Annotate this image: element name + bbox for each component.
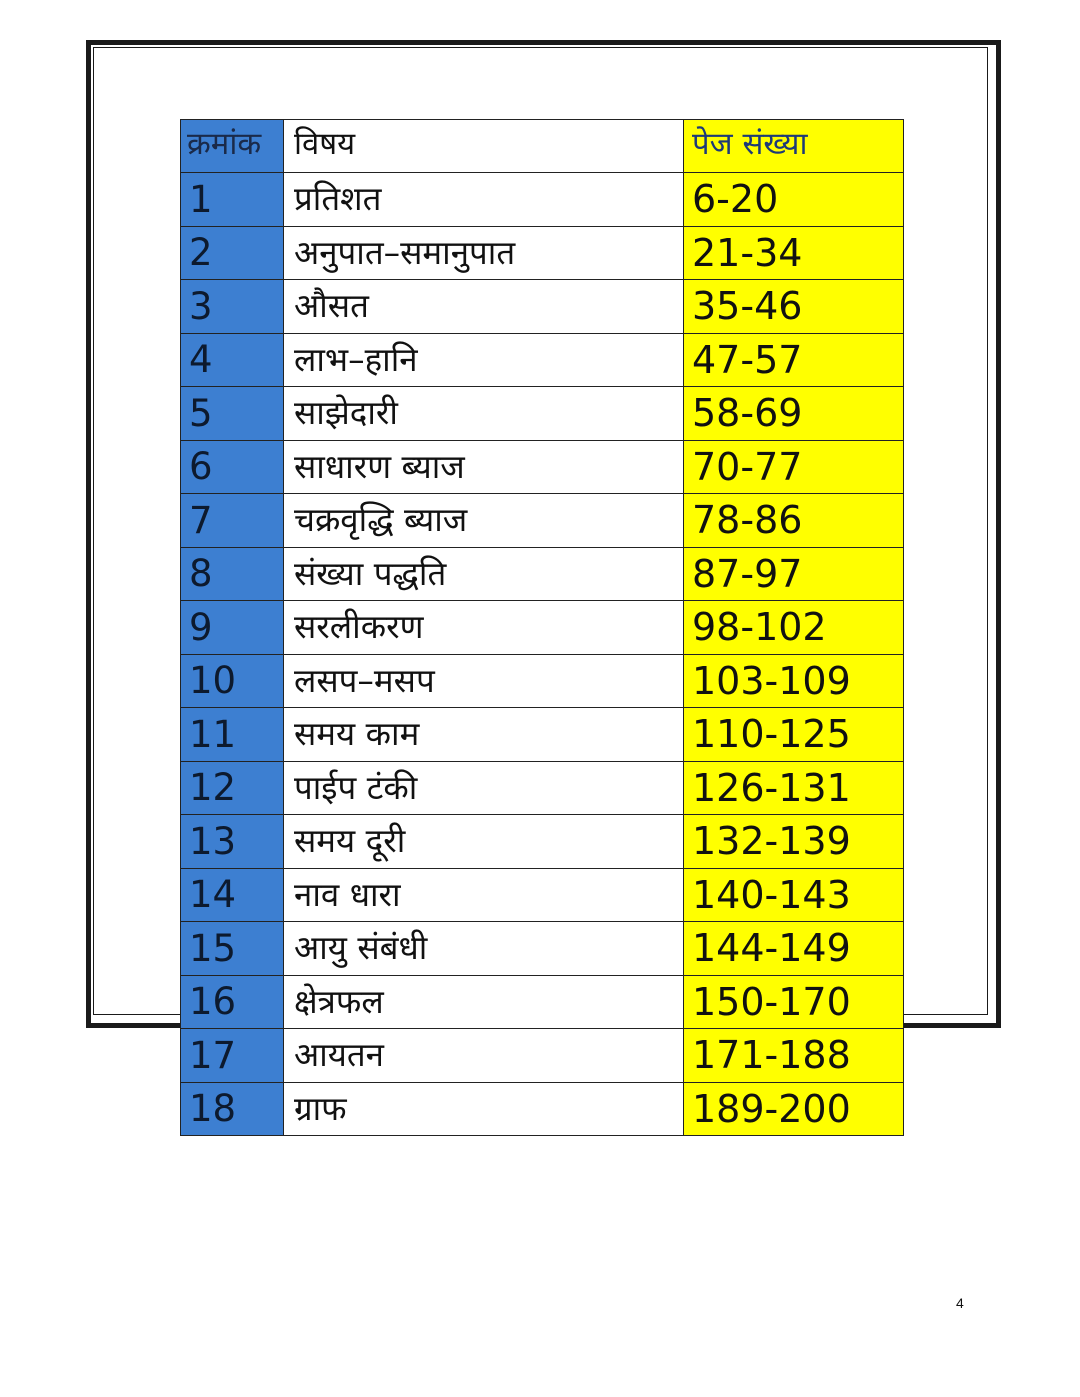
row-topic: समय काम bbox=[284, 708, 684, 762]
row-topic: चक्रवृद्धि ब्याज bbox=[284, 494, 684, 548]
row-pages: 150-170 bbox=[684, 975, 904, 1029]
table-header-row bbox=[181, 120, 904, 173]
row-number: 6 bbox=[181, 440, 284, 494]
row-pages: 132-139 bbox=[684, 815, 904, 869]
row-pages: 140-143 bbox=[684, 868, 904, 922]
row-topic: लसप–मसप bbox=[284, 654, 684, 708]
table-row bbox=[181, 815, 904, 869]
row-pages: 98-102 bbox=[684, 601, 904, 655]
row-number: 9 bbox=[181, 601, 284, 655]
row-topic: समय दूरी bbox=[284, 815, 684, 869]
row-pages: 103-109 bbox=[684, 654, 904, 708]
table-of-contents bbox=[180, 119, 904, 1136]
row-pages: 35-46 bbox=[684, 280, 904, 334]
row-number: 2 bbox=[181, 226, 284, 280]
table-row bbox=[181, 868, 904, 922]
row-pages: 171-188 bbox=[684, 1029, 904, 1083]
row-pages: 126-131 bbox=[684, 761, 904, 815]
row-number: 5 bbox=[181, 387, 284, 441]
row-pages: 47-57 bbox=[684, 333, 904, 387]
row-topic: क्षेत्रफल bbox=[284, 975, 684, 1029]
header-number: क्रमांक bbox=[181, 120, 284, 173]
row-pages: 110-125 bbox=[684, 708, 904, 762]
row-topic: लाभ–हानि bbox=[284, 333, 684, 387]
table-row bbox=[181, 387, 904, 441]
row-number: 3 bbox=[181, 280, 284, 334]
row-number: 14 bbox=[181, 868, 284, 922]
row-pages: 21-34 bbox=[684, 226, 904, 280]
row-topic: साधारण ब्याज bbox=[284, 440, 684, 494]
row-number: 8 bbox=[181, 547, 284, 601]
table-row bbox=[181, 922, 904, 976]
row-pages: 144-149 bbox=[684, 922, 904, 976]
row-pages: 6-20 bbox=[684, 173, 904, 227]
row-topic: सरलीकरण bbox=[284, 601, 684, 655]
table-row bbox=[181, 601, 904, 655]
row-pages: 58-69 bbox=[684, 387, 904, 441]
row-pages: 78-86 bbox=[684, 494, 904, 548]
row-topic: नाव धारा bbox=[284, 868, 684, 922]
table-row bbox=[181, 975, 904, 1029]
table-row bbox=[181, 226, 904, 280]
row-topic: प्रतिशत bbox=[284, 173, 684, 227]
table-row bbox=[181, 494, 904, 548]
row-number: 15 bbox=[181, 922, 284, 976]
table-row bbox=[181, 333, 904, 387]
row-topic: औसत bbox=[284, 280, 684, 334]
table-row bbox=[181, 708, 904, 762]
row-number: 13 bbox=[181, 815, 284, 869]
row-pages: 70-77 bbox=[684, 440, 904, 494]
row-number: 16 bbox=[181, 975, 284, 1029]
row-number: 1 bbox=[181, 173, 284, 227]
row-pages: 189-200 bbox=[684, 1082, 904, 1136]
table-row bbox=[181, 280, 904, 334]
row-topic: पाईप टंकी bbox=[284, 761, 684, 815]
page-number: 4 bbox=[956, 1295, 964, 1311]
row-number: 12 bbox=[181, 761, 284, 815]
row-number: 10 bbox=[181, 654, 284, 708]
table-row bbox=[181, 440, 904, 494]
row-number: 11 bbox=[181, 708, 284, 762]
row-number: 18 bbox=[181, 1082, 284, 1136]
table-row bbox=[181, 1082, 904, 1136]
row-topic: साझेदारी bbox=[284, 387, 684, 441]
header-pages: पेज संख्या bbox=[684, 120, 904, 173]
table-row bbox=[181, 1029, 904, 1083]
table-row bbox=[181, 547, 904, 601]
table-body bbox=[181, 173, 904, 1136]
row-number: 4 bbox=[181, 333, 284, 387]
row-topic: आयु संबंधी bbox=[284, 922, 684, 976]
row-topic: ग्राफ bbox=[284, 1082, 684, 1136]
header-topic: विषय bbox=[284, 120, 684, 173]
table-row bbox=[181, 173, 904, 227]
row-number: 17 bbox=[181, 1029, 284, 1083]
row-topic: संख्या पद्धति bbox=[284, 547, 684, 601]
row-topic: अनुपात–समानुपात bbox=[284, 226, 684, 280]
row-topic: आयतन bbox=[284, 1029, 684, 1083]
row-number: 7 bbox=[181, 494, 284, 548]
table-row bbox=[181, 761, 904, 815]
row-pages: 87-97 bbox=[684, 547, 904, 601]
table-row bbox=[181, 654, 904, 708]
